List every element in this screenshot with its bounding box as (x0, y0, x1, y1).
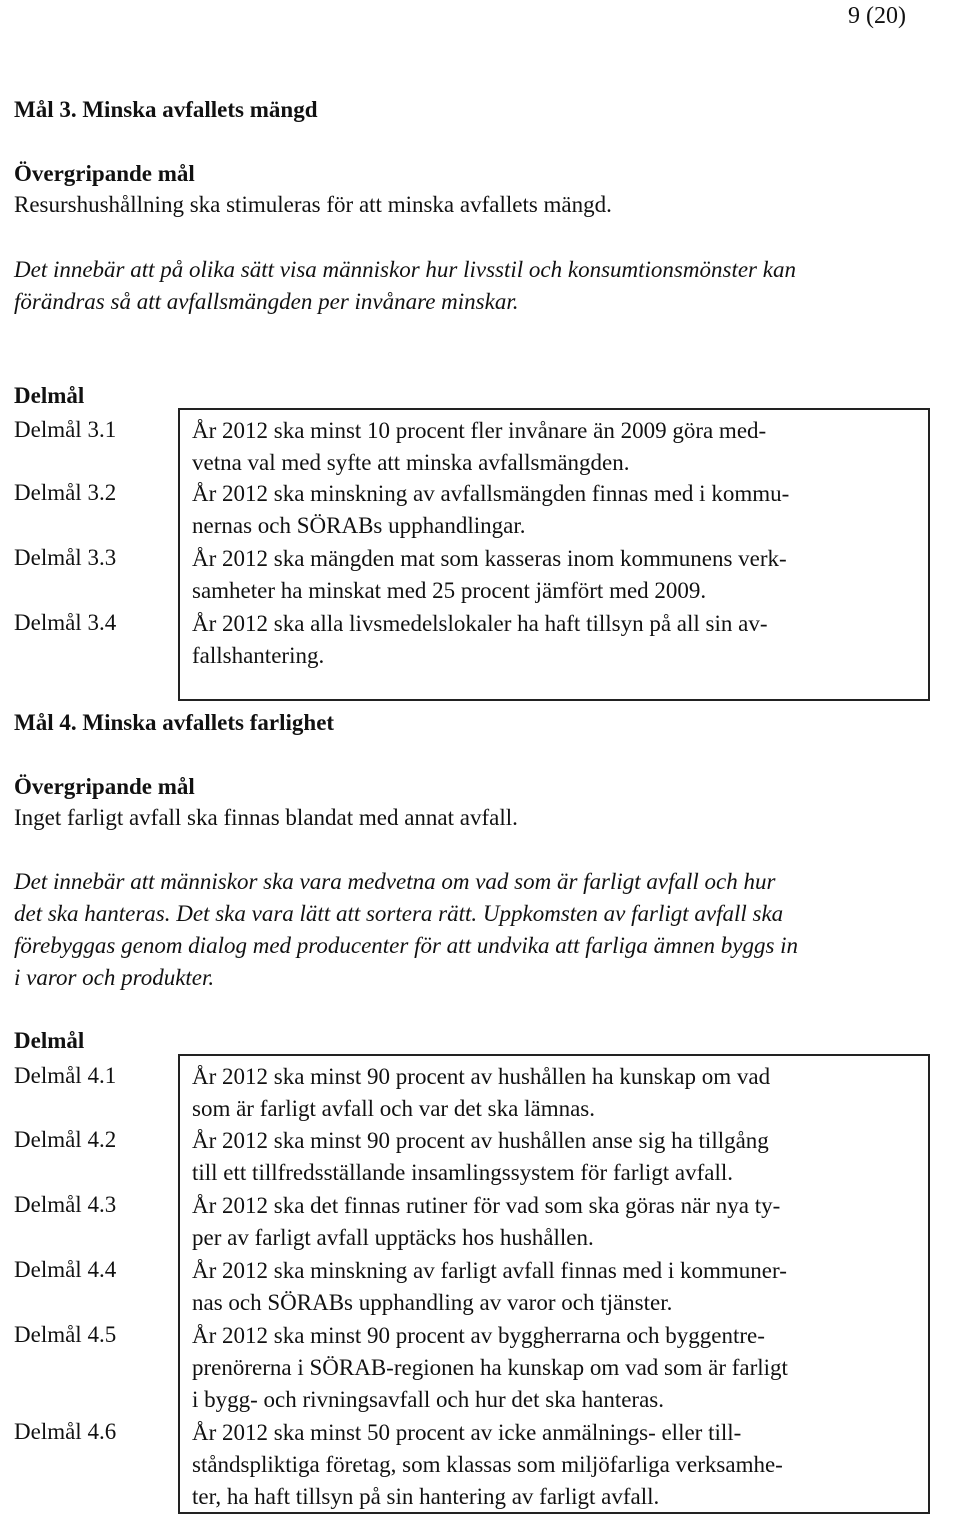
subgoal-text: År 2012 ska minskning av avfallsmängden finnas med i kommu- nernas och SÖRABs upphandlingar. (192, 481, 790, 538)
goal4-title-rest: Minska avfallets farlighet (76, 710, 335, 735)
subgoal-text: År 2012 ska minskning av farligt avfall finnas med i kommuner- nas och SÖRABs upphandling av varor och tjänster. (192, 1258, 787, 1315)
goal3-subgoal-labels (14, 412, 174, 672)
goal3-overall-text: Resurshushållning ska stimuleras för att minska avfallets mängd. (14, 192, 612, 217)
goal4-explanation-line-2: det ska hanteras. Det ska vara lätt att sortera rätt. Uppkomsten av farligt avfall ska (14, 901, 784, 926)
subgoal-label: Delmål 3.2 (14, 480, 117, 505)
subgoal-text: År 2012 ska mängden mat som kasseras inom kommunens verk- samheter ha minskat med 25 procent jämfört med 2009. (192, 546, 787, 603)
subgoal-label: Delmål 4.2 (14, 1127, 117, 1152)
subgoal-text: År 2012 ska det finnas rutiner för vad som ska göras när nya ty- per av farligt avfall upptäcks hos hushållen. (192, 1193, 781, 1250)
goal3-subgoals-heading: Delmål (14, 383, 85, 408)
goal4-overall-text: Inget farligt avfall ska finnas blandat med annat avfall. (14, 805, 518, 830)
goal3-explanation-line-2: förändras så att avfallsmängden per invånare minskar. (14, 289, 519, 314)
subgoal-label: Delmål 3.3 (14, 545, 117, 570)
subgoal-label: Delmål 4.3 (14, 1192, 117, 1217)
subgoal-label: Delmål 4.4 (14, 1257, 117, 1282)
goal4-explanation-line-3: förebyggas genom dialog med producenter för att undvika att farliga ämnen byggs in (14, 933, 799, 958)
subgoal-label: Delmål 3.1 (14, 417, 117, 442)
goal3-overall-heading: Övergripande mål (14, 161, 195, 186)
goal4-explanation-line-4: i varor och produkter. (14, 965, 215, 990)
goal4-subgoal-box (178, 1054, 930, 1514)
subgoal-label: Delmål 4.1 (14, 1063, 117, 1088)
subgoal-label: Delmål 3.4 (14, 610, 117, 635)
goal3-title: Mål 3. Minska avfallets mängd (14, 97, 318, 122)
goal3-subgoal-box (178, 408, 930, 701)
subgoal-label: Delmål 4.5 (14, 1322, 117, 1347)
subgoal-label: Delmål 4.6 (14, 1419, 117, 1444)
page-number: 9 (20) (848, 3, 906, 29)
subgoal-text: År 2012 ska minst 90 procent av byggherrarna och byggentre- prenörerna i SÖRAB-regionen ha kunskap om vad som är farligt i bygg- och rivningsavfall och hur det ska hanteras. (192, 1323, 788, 1412)
goal4-subgoals-heading: Delmål (14, 1028, 85, 1053)
goal4-title-prefix: Mål 4. (14, 710, 77, 735)
goal4-overall-heading: Övergripande mål (14, 774, 195, 799)
subgoal-text: År 2012 ska minst 90 procent av hushållen anse sig ha tillgång till ett tillfredsställande insamlingssystem för farligt avfall. (192, 1128, 769, 1185)
goal4-explanation-line-1: Det innebär att människor ska vara medvetna om vad som är farligt avfall och hur (14, 869, 776, 894)
goal3-explanation-line-1: Det innebär att på olika sätt visa människor hur livsstil och konsumtionsmönster kan (14, 257, 796, 282)
goal4-title (14, 707, 334, 739)
subgoal-text: År 2012 ska minst 10 procent fler invånare än 2009 göra med- vetna val med syfte att minska avfallsmängden. (192, 418, 767, 475)
subgoal-text: År 2012 ska minst 90 procent av hushållen ha kunskap om vad som är farligt avfall och var det ska lämnas. (192, 1064, 771, 1121)
subgoal-text: År 2012 ska alla livsmedelslokaler ha haft tillsyn på all sin av- fallshantering. (192, 611, 768, 668)
subgoal-text: År 2012 ska minst 50 procent av icke anmälnings- eller till- ståndspliktiga företag, som klassas som miljöfarliga verksamhe- ter, ha haft tillsyn på sin hantering av farligt avfall. (192, 1420, 783, 1509)
goal4-subgoal-labels (14, 1058, 174, 1478)
